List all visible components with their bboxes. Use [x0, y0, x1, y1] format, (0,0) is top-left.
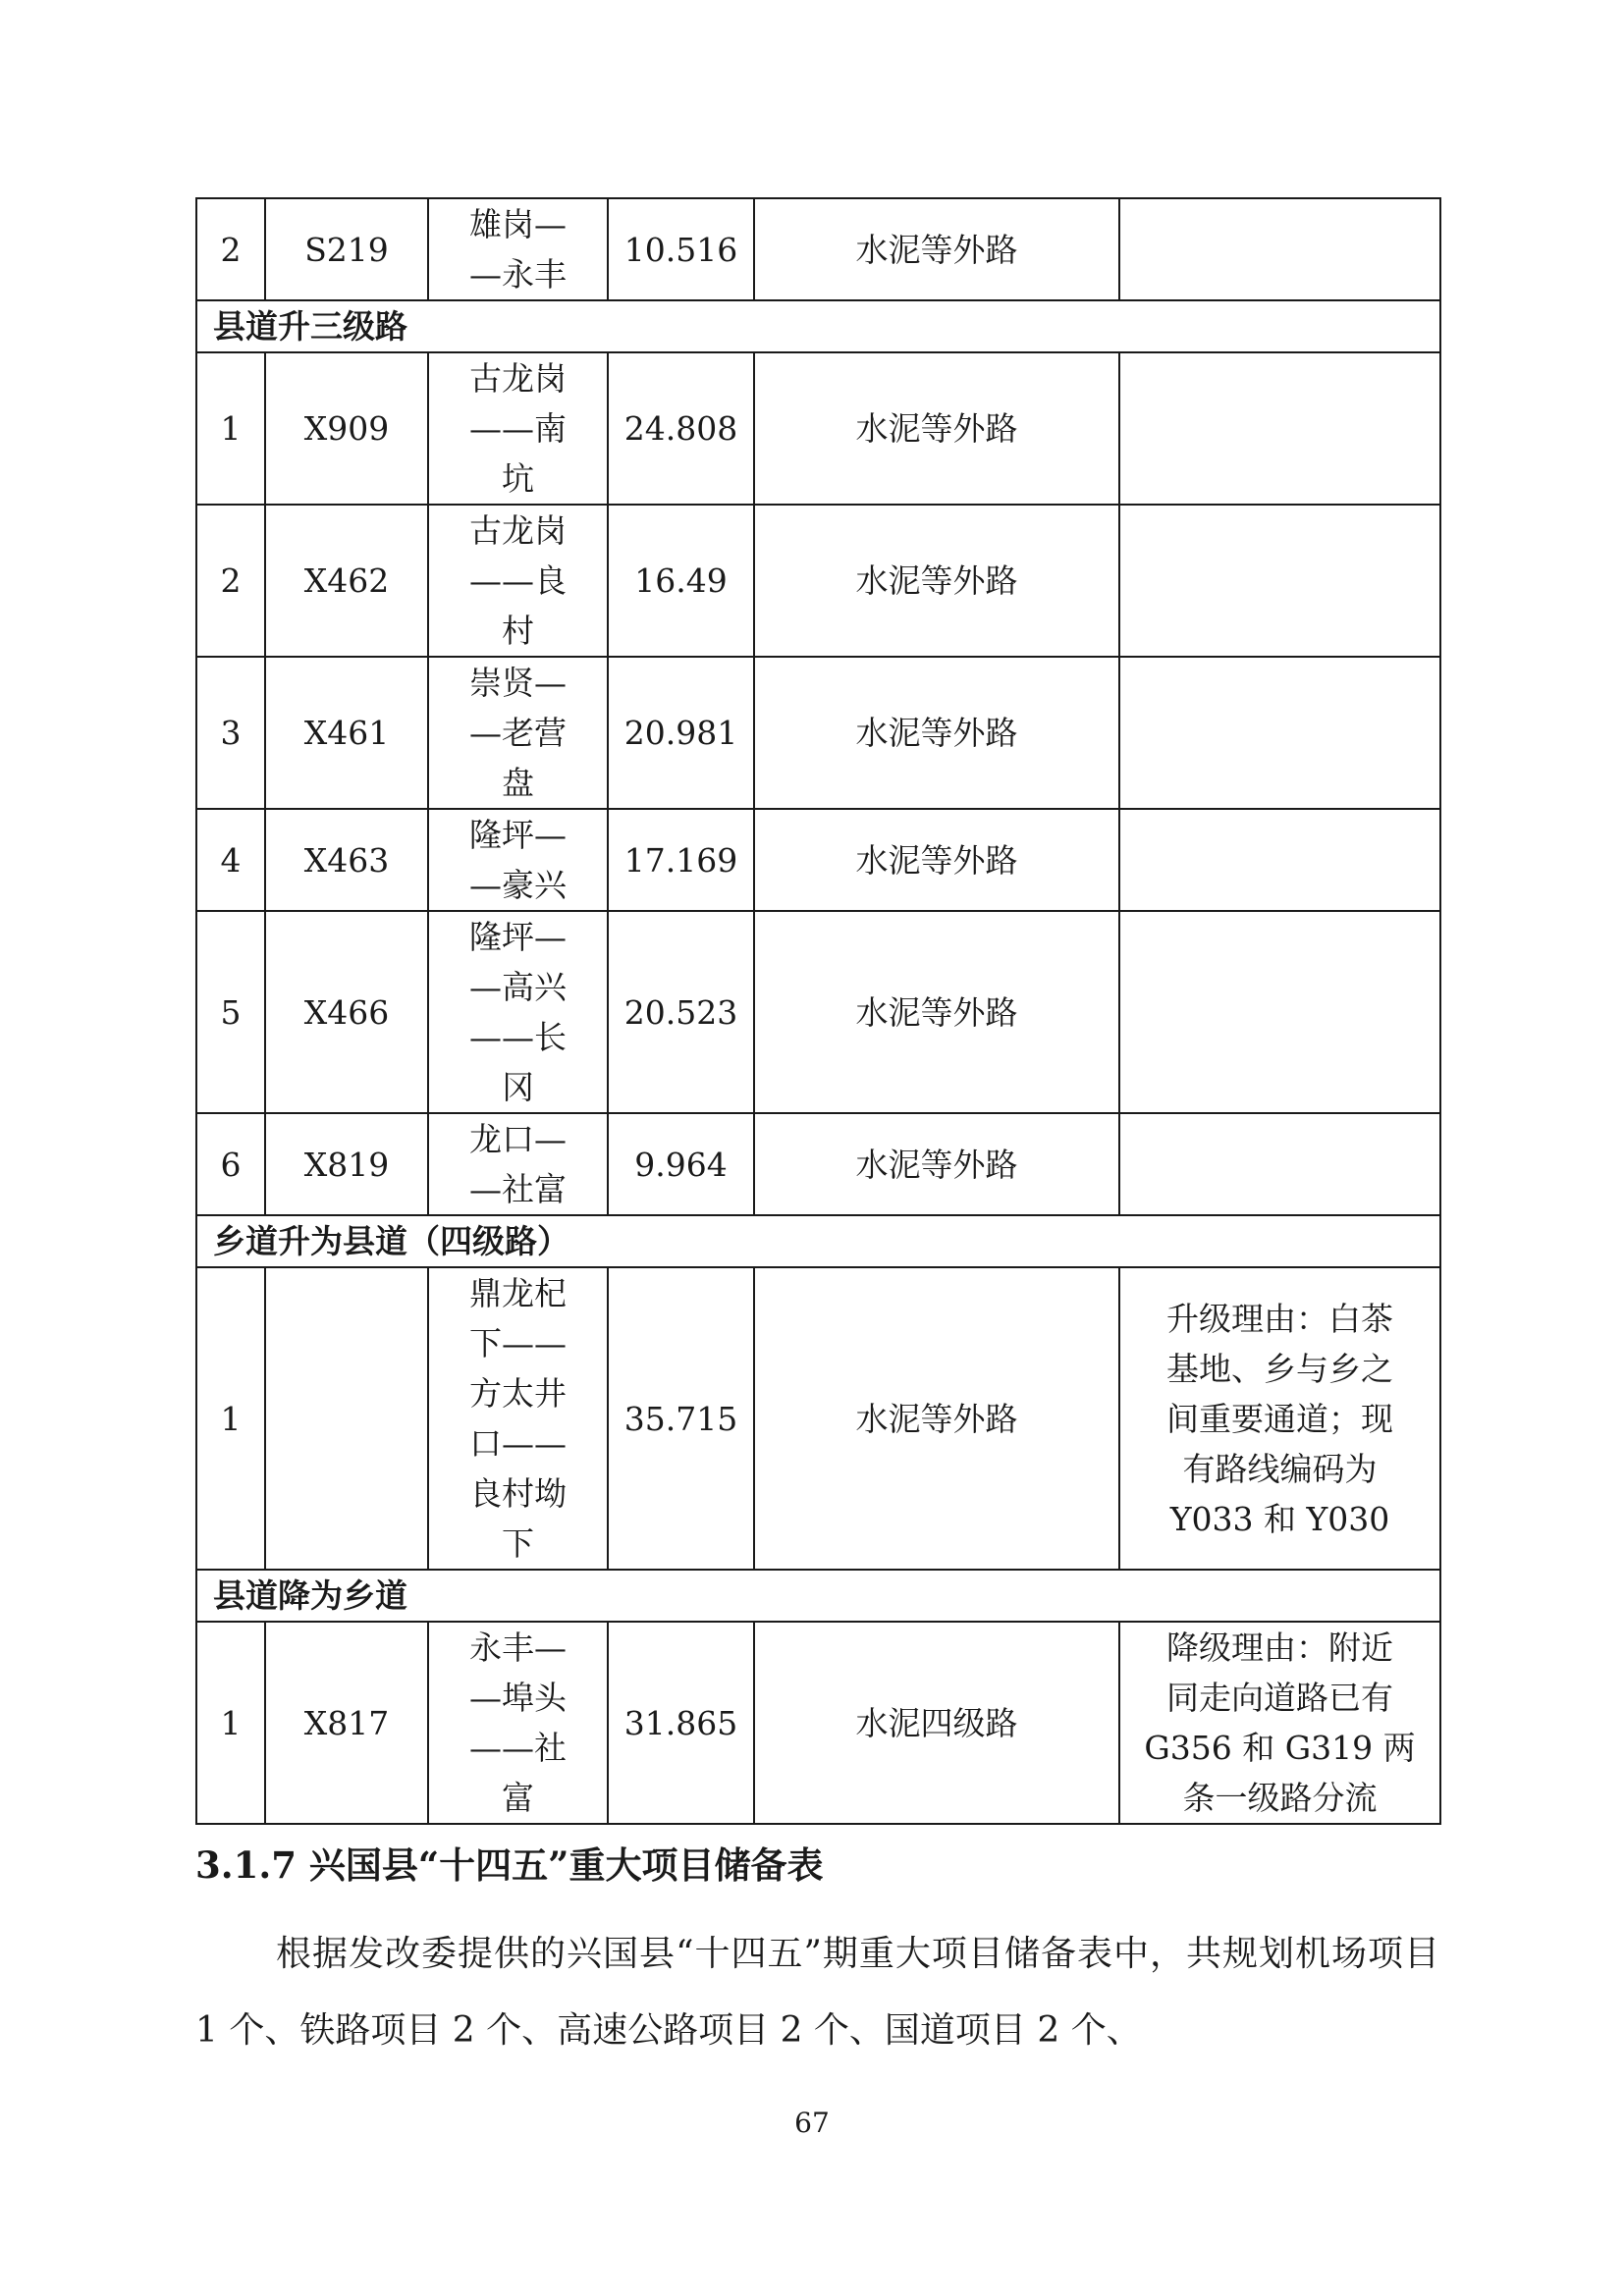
- note-line: 同走向道路已有: [1166, 1679, 1393, 1717]
- note-line: 降级理由：附近: [1166, 1629, 1393, 1667]
- cell-length: 24.808: [608, 352, 754, 505]
- cell-number: 6: [196, 1113, 265, 1215]
- section-label: 县道升三级路: [196, 300, 1440, 352]
- section-line: —老营: [469, 714, 567, 752]
- cell-note: [1119, 505, 1440, 657]
- section-label: 县道降为乡道: [196, 1570, 1440, 1622]
- cell-length: 9.964: [608, 1113, 754, 1215]
- section-line: 方太井: [469, 1374, 567, 1413]
- cell-note: [1119, 657, 1440, 809]
- table-row: [196, 809, 1440, 911]
- cell-pavement: 水泥等外路: [754, 1267, 1119, 1570]
- cell-pavement: 水泥等外路: [754, 505, 1119, 657]
- cell-length: 35.715: [608, 1267, 754, 1570]
- cell-section: [428, 809, 608, 911]
- section-line: 口——: [469, 1424, 567, 1463]
- section-line: 富: [502, 1779, 534, 1817]
- table-body: [196, 198, 1440, 1824]
- cell-road-code: X819: [265, 1113, 428, 1215]
- cell-note: [1119, 1622, 1440, 1824]
- section-line: —永丰: [469, 255, 567, 294]
- section-line: ——南: [469, 409, 567, 448]
- section-line: 鼎龙杞: [469, 1274, 567, 1312]
- cell-number: 5: [196, 911, 265, 1113]
- table-row: [196, 657, 1440, 809]
- section-line: 下——: [469, 1324, 567, 1362]
- section-line: 隆坪—: [469, 816, 567, 854]
- table-row: [196, 1113, 1440, 1215]
- cell-number: 4: [196, 809, 265, 911]
- cell-pavement: 水泥等外路: [754, 809, 1119, 911]
- note-line: Y033 和 Y030: [1169, 1499, 1390, 1538]
- section-header-row: [196, 1570, 1440, 1622]
- section-line: ——社: [469, 1729, 567, 1767]
- section-line: 下: [502, 1524, 534, 1563]
- section-line: 龙口—: [469, 1120, 567, 1158]
- section-line: 村: [502, 612, 534, 650]
- cell-length: 20.981: [608, 657, 754, 809]
- cell-section: [428, 1267, 608, 1570]
- section-label: 乡道升为县道（四级路）: [196, 1215, 1440, 1267]
- section-line: 雄岗—: [469, 205, 567, 243]
- cell-length: 31.865: [608, 1622, 754, 1824]
- cell-length: 10.516: [608, 198, 754, 300]
- section-line: 崇贤—: [469, 664, 567, 702]
- cell-section: [428, 198, 608, 300]
- note-line: 有路线编码为: [1182, 1449, 1378, 1488]
- road-upgrade-table: [195, 197, 1441, 1825]
- cell-pavement: 水泥等外路: [754, 911, 1119, 1113]
- cell-pavement: 水泥等外路: [754, 1113, 1119, 1215]
- cell-number: 1: [196, 352, 265, 505]
- cell-pavement: 水泥等外路: [754, 352, 1119, 505]
- table-row: [196, 505, 1440, 657]
- cell-section: [428, 352, 608, 505]
- cell-section: [428, 911, 608, 1113]
- cell-pavement: 水泥四级路: [754, 1622, 1119, 1824]
- section-line: —社富: [469, 1170, 567, 1208]
- page-number: 67: [794, 2107, 830, 2139]
- cell-note: [1119, 198, 1440, 300]
- cell-length: 20.523: [608, 911, 754, 1113]
- cell-road-code: [265, 1267, 428, 1570]
- cell-length: 17.169: [608, 809, 754, 911]
- section-heading: 3.1.7 兴国县“十四五”重大项目储备表: [195, 1843, 824, 1887]
- table-row: [196, 198, 1440, 300]
- note-line: 间重要通道；现: [1166, 1399, 1393, 1438]
- section-line: 永丰—: [469, 1629, 567, 1667]
- note-line: 升级理由：白茶: [1166, 1299, 1393, 1338]
- cell-road-code: X909: [265, 352, 428, 505]
- note-line: 条一级路分流: [1182, 1779, 1378, 1817]
- section-line: —埠头: [469, 1679, 567, 1717]
- cell-road-code: S219: [265, 198, 428, 300]
- section-line: 古龙岗: [469, 511, 567, 550]
- cell-number: 2: [196, 505, 265, 657]
- cell-number: 1: [196, 1267, 265, 1570]
- cell-road-code: X461: [265, 657, 428, 809]
- section-line: 坑: [502, 459, 534, 498]
- cell-section: [428, 657, 608, 809]
- cell-number: 3: [196, 657, 265, 809]
- cell-note: [1119, 1267, 1440, 1570]
- cell-pavement: 水泥等外路: [754, 198, 1119, 300]
- cell-road-code: X817: [265, 1622, 428, 1824]
- section-header-row: [196, 1215, 1440, 1267]
- cell-section: [428, 1113, 608, 1215]
- section-header-row: [196, 300, 1440, 352]
- cell-number: 2: [196, 198, 265, 300]
- cell-number: 1: [196, 1622, 265, 1824]
- note-line: G356 和 G319 两: [1144, 1729, 1416, 1767]
- section-line: 古龙岗: [469, 359, 567, 398]
- table-row: [196, 352, 1440, 505]
- cell-road-code: X463: [265, 809, 428, 911]
- section-line: ——良: [469, 561, 567, 600]
- section-line: 冈: [502, 1068, 534, 1106]
- section-line: 盘: [502, 764, 534, 802]
- cell-section: [428, 505, 608, 657]
- section-line: 良村坳: [469, 1474, 567, 1513]
- table-row: [196, 911, 1440, 1113]
- section-line: ——长: [469, 1018, 567, 1056]
- section-line: —高兴: [469, 968, 567, 1006]
- note-line: 基地、乡与乡之: [1166, 1349, 1393, 1388]
- cell-section: [428, 1622, 608, 1824]
- cell-pavement: 水泥等外路: [754, 657, 1119, 809]
- cell-road-code: X466: [265, 911, 428, 1113]
- cell-length: 16.49: [608, 505, 754, 657]
- cell-note: [1119, 1113, 1440, 1215]
- cell-note: [1119, 809, 1440, 911]
- cell-note: [1119, 352, 1440, 505]
- section-line: —豪兴: [469, 866, 567, 904]
- body-paragraph: 根据发改委提供的兴国县“十四五”期重大项目储备表中，共规划机场项目 1 个、铁路项目 2 个、高速公路项目 2 个、国道项目 2 个、: [195, 1934, 1439, 2051]
- section-line: 隆坪—: [469, 918, 567, 956]
- table-row: [196, 1267, 1440, 1570]
- cell-note: [1119, 911, 1440, 1113]
- table-row: [196, 1622, 1440, 1824]
- cell-road-code: X462: [265, 505, 428, 657]
